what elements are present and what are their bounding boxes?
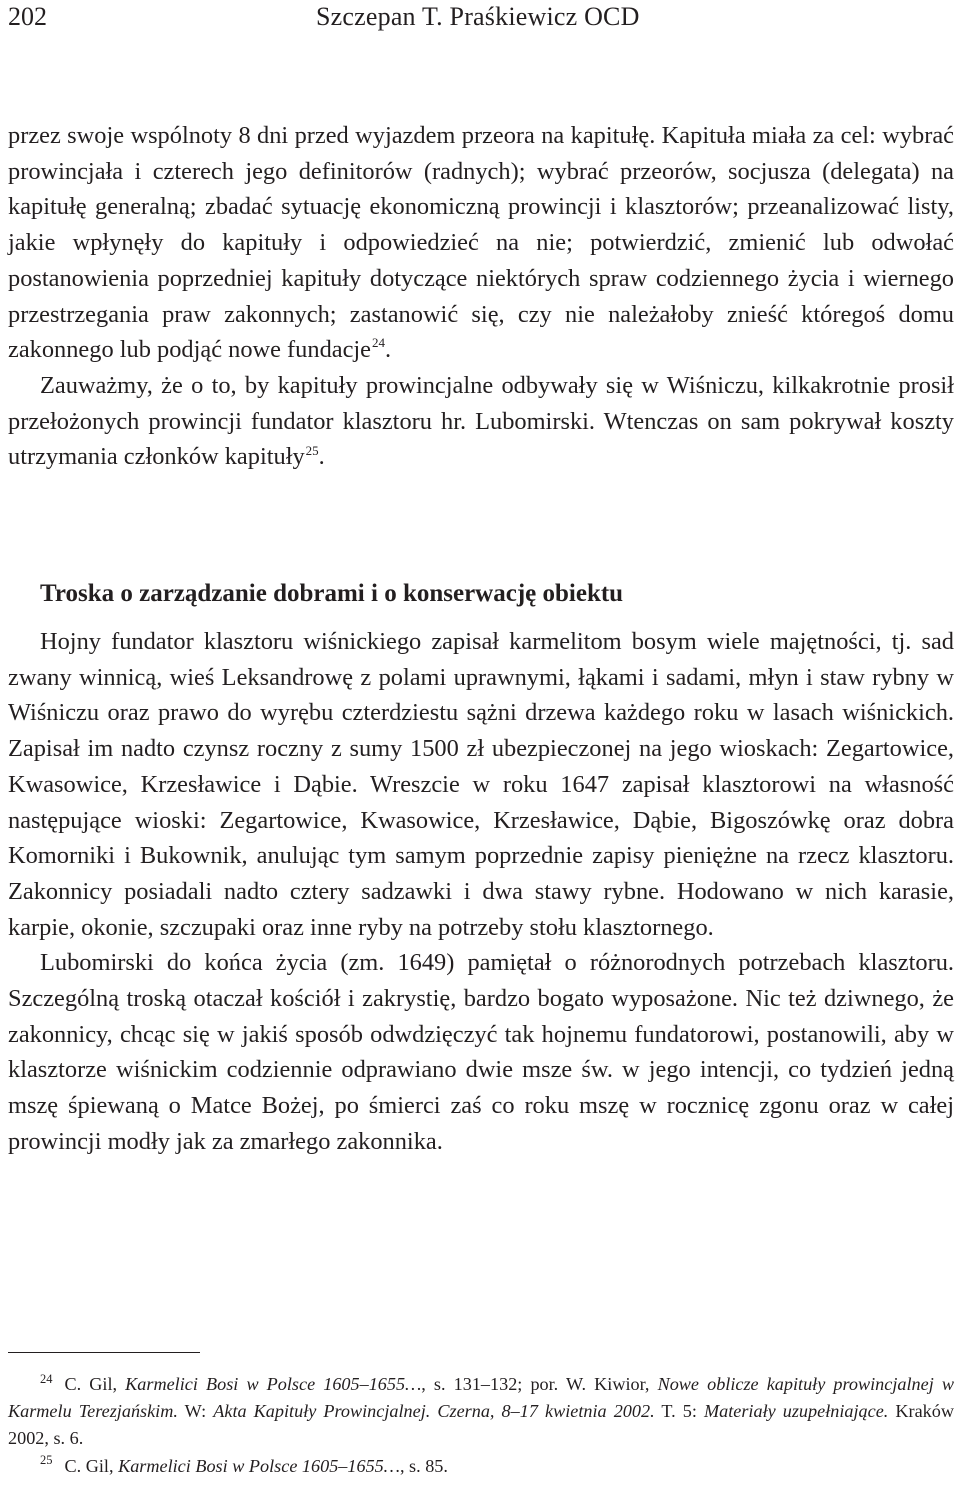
footnote-ref: 24 bbox=[372, 335, 386, 351]
footnote-text bbox=[8, 1371, 954, 1449]
page-header bbox=[0, 0, 960, 34]
footnote-title: Materiały uzupełniające. bbox=[703, 1401, 889, 1422]
footnote-number: 25 bbox=[40, 1453, 53, 1468]
paragraph-text: Zauważmy, że o to, by kapituły prowincjalne odbywały się w Wiśniczu, kilkakrotnie prosił przełożonych prowincji fundator klasztoru hr. Lubomirski. Wtenczas on sam pokrywał koszty utrzymania członków kapituły bbox=[8, 371, 954, 471]
footnotes bbox=[8, 1371, 954, 1480]
footnote-number: 24 bbox=[40, 1371, 53, 1386]
paragraph bbox=[8, 368, 954, 475]
section-heading: Troska o zarządzanie dobrami i o konserwację obiektu bbox=[40, 580, 624, 607]
footnote-segment: T. 5: bbox=[654, 1401, 704, 1422]
footnote-segment: C. Gil, bbox=[64, 1374, 126, 1394]
footnote-segment: C. Gil, bbox=[64, 1455, 119, 1476]
page-number: 202 bbox=[8, 2, 47, 31]
footnote-24 bbox=[8, 1371, 954, 1453]
paragraph-text: przez swoje wspólnoty 8 dni przed wyjazdem przeora na kapitułę. Kapituła miała za cel: wybrać prowincjała i czterech jego definitorów (radnych); wybrać przeorów, socjusza (delegata) na kapitułę generalną; zbadać sytuację ekonomiczną prowincji i klasztorów; przeanalizować listy, jakie wpłynęły do kapituły i odpowiedzieć na nie; potwierdzić, zmienić lub odwołać postanowienia poprzedniej kapituły dotyczące niektórych spraw codziennego życia i wiernego przestrzegania praw zakonnych; zastanowić się, czy nie należałoby znieść któregoś domu zakonnego lub podjąć nowe fundacje bbox=[8, 122, 954, 364]
footnote-text bbox=[65, 1456, 448, 1476]
body-text-section-1 bbox=[8, 118, 954, 475]
footnote-segment: W: bbox=[177, 1401, 214, 1422]
footnote-title: Akta Kapituły Prowincjalnej. Czerna, 8–17 kwietnia 2002. bbox=[213, 1401, 655, 1422]
footnote-title: Nowe oblicze kapituły prowincjalnej w Karmelu Terezjańskim. bbox=[8, 1374, 954, 1422]
paragraph-end: . bbox=[318, 443, 325, 471]
footnote-separator bbox=[8, 1352, 200, 1353]
footnote-segment: Kraków 2002, s. 6. bbox=[8, 1401, 954, 1449]
footnote-25 bbox=[8, 1453, 954, 1480]
body-text-section-2 bbox=[8, 624, 954, 1160]
footnote-title: Karmelici Bosi w Polsce 1605–1655… bbox=[118, 1455, 400, 1476]
paragraph-end: . bbox=[385, 336, 392, 364]
running-head: Szczepan T. Praśkiewicz OCD bbox=[316, 2, 640, 31]
footnote-segment: , s. 131–132; por. W. Kiwior, bbox=[421, 1374, 658, 1394]
footnote-segment: , s. 85. bbox=[399, 1455, 448, 1476]
footnote-title: Karmelici Bosi w Polsce 1605–1655… bbox=[125, 1374, 422, 1394]
paragraph: Lubomirski do końca życia (zm. 1649) pamiętał o różnorodnych potrzebach klasztoru. Szczególną troską otaczał kościół i zakrystię, bardzo bogato wyposażone. Nic też dziwnego, że zakonnicy, chcąc się w jakiś sposób odwdzięczyć tak hojnemu fundatorowi, postanowili, aby w klasztorze wiśnickim codziennie odprawiano dwie msze św. w jego intencji, co tydzień jedną mszę śpiewaną o Matce Bożej, po śmierci zaś co roku mszę w rocznicę zgonu oraz w całej prowincji modły jak za zmarłego zakonnika. bbox=[8, 949, 954, 1155]
paragraph bbox=[8, 118, 954, 368]
footnote-ref: 25 bbox=[305, 442, 319, 458]
paragraph: Hojny fundator klasztoru wiśnickiego zapisał karmelitom bosym wiele majętności, tj. sad zwany winnicą, wieś Leksandrowę z polami uprawnymi, łąkami i sadami, młyn i staw rybny w Wiśniczu oraz prawo do wyrębu czterdziestu sążni drzewa każdego roku w lasach wiśnickich. Zapisał im nadto czynsz roczny z sumy 1500 zł ubezpieczonej na jego wioskach: Zegartowice, Kwasowice, Krzesławice i Dąbie. Wreszcie w roku 1647 zapisał klasztorowi na własność następujące wioski: Zegartowice, Kwasowice, Krzesławice, Dąbie, Bigoszówkę oraz dobra Komorniki i Bukownik, anulując tym samym poprzednie zapisy pieniężne na rzecz klasztoru. Zakonnicy posiadali nadto cztery sadzawki i dwa stawy rybne. Hodowano w nich karasie, karpie, okonie, szczupaki oraz inne ryby na potrzeby stołu klasztornego. bbox=[8, 628, 954, 941]
